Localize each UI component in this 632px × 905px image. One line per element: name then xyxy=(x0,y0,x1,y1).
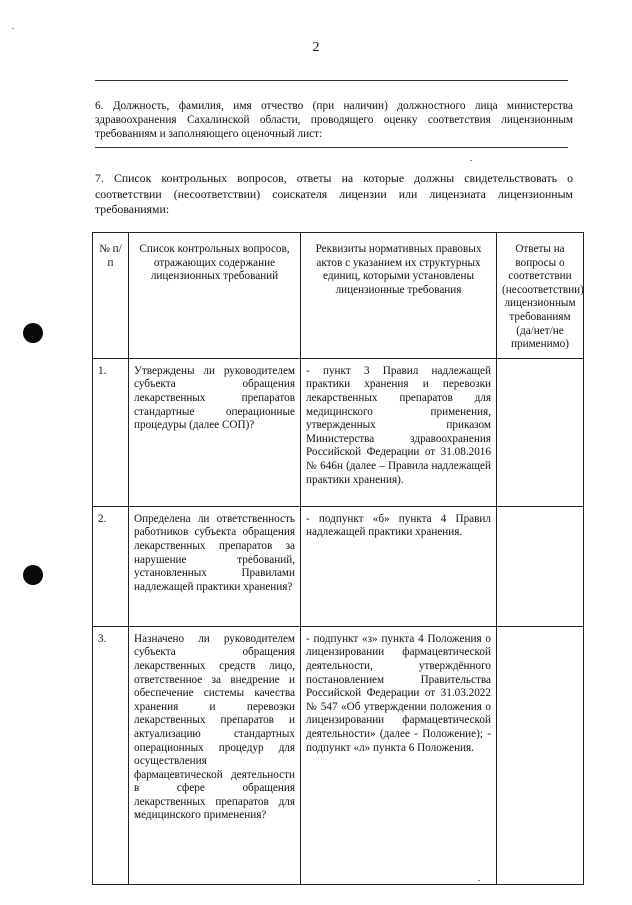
row-answer xyxy=(497,506,584,626)
table-row xyxy=(93,626,584,884)
row-answer xyxy=(497,626,584,884)
header-questions: Список контрольных вопросов, отражающих содержание лицензионных требований xyxy=(129,233,301,359)
row-requisites: - пункт 3 Правил надлежащей практики хранения и перевозки лекарственных препаратов для медицинского применения, утвержденных приказом Министерства здравоохранения Российской Федерации от 31.08.2016 № 646н (далее – Правила надлежащей практики хранения). xyxy=(301,358,497,506)
page-number: 2 xyxy=(312,40,320,55)
signature-line xyxy=(95,80,568,81)
fill-in-line xyxy=(95,147,568,148)
row-question: Утверждены ли руководителем субъекта обращения лекарственных препаратов стандартные операционные процедуры (далее СОП)? xyxy=(129,358,301,506)
item-6-text: 6. Должность, фамилия, имя отчество (при наличии) должностного лица министерства здравоохранения Сахалинской области, проводящего оценку соответствия лицензионным требованиям и заполняющего оценочный лист: xyxy=(95,100,573,140)
header-answers: Ответы на вопросы о соответствии (несоответствии) лицензионным требованиям (да/нет/не применимо) xyxy=(497,233,584,359)
row-number: 2. xyxy=(93,506,129,626)
binder-hole-top xyxy=(23,323,43,343)
row-answer xyxy=(497,358,584,506)
binder-hole-bottom xyxy=(23,565,43,585)
row-number: 1. xyxy=(93,358,129,506)
item-7-text: 7. Список контрольных вопросов, ответы на которые должны свидетельствовать о соответствии (несоответствии) соискателя лицензии или лицензиата лицензионным требованиями: xyxy=(95,171,573,216)
row-number: 3. xyxy=(93,626,129,884)
row-question: Назначено ли руководителем субъекта обращения лекарственных средств лицо, ответственное за внедрение и обеспечение системы качества хранения и перевозки лекарственных препаратов и актуализацию стандартных операционных процедур для осуществления фармацевтической деятельности в сфере обращения лекарственных препаратов для медицинского применения? xyxy=(129,626,301,884)
table-row xyxy=(93,358,584,506)
row-question: Определена ли ответственность работников субъекта обращения лекарственных препаратов за нарушение требований, установленных Правилами надлежащей практики хранения? xyxy=(129,506,301,626)
checklist-table xyxy=(92,232,584,885)
row-requisites: - подпункт «з» пункта 4 Положения о лицензировании фармацевтической деятельности, утверждённого постановлением Правительства Российской Федерации от 31.03.2022 № 547 «Об утверждении положения о лицензировании фармацевтической деятельности» (далее - Положение); - подпункт «л» пункта 6 Положения. xyxy=(301,626,497,884)
table-header-row xyxy=(93,233,584,359)
row-requisites: - подпункт «б» пункта 4 Правил надлежащей практики хранения. xyxy=(301,506,497,626)
scan-speck xyxy=(470,160,472,161)
header-number: № п/п xyxy=(93,233,129,359)
header-requisites: Реквизиты нормативных правовых актов с указанием их структурных единиц, которыми установлены лицензионные требования xyxy=(301,233,497,359)
table-row xyxy=(93,506,584,626)
scan-speck xyxy=(12,28,14,29)
